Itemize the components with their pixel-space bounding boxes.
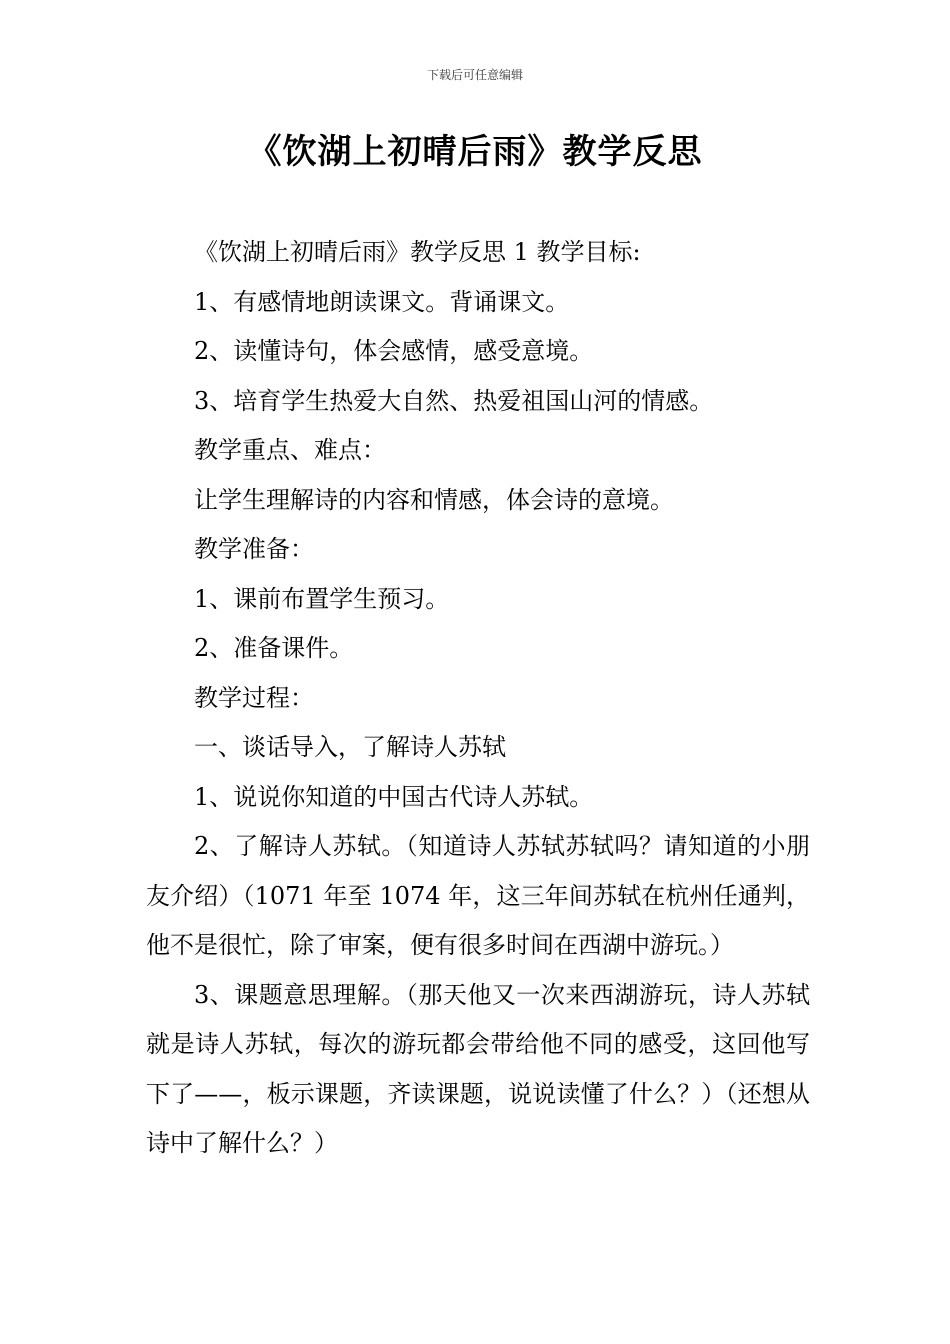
paragraph: 一、谈话导入，了解诗人苏轼: [194, 733, 506, 761]
header-note: 下载后可任意编辑: [426, 68, 523, 82]
paragraph: 3、培育学生热爱大自然、热爱祖国山河的情感。: [194, 386, 714, 415]
paragraph: 1、有感情地朗读课文。背诵课文。: [194, 287, 570, 316]
paragraph: 3、课题意思理解。（那天他又一次来西湖游玩，诗人苏轼就是诗人苏轼，每次的游玩都会带给他不同的感受，这回他写下了——，板示课题，齐读课题，说说读懂了什么？）（还想从诗中了解什么？）: [146, 980, 810, 1157]
paragraph: 2、准备课件。: [194, 634, 354, 662]
paragraph: 教学过程：: [194, 683, 314, 712]
document-title: 《饮湖上初晴后雨》教学反思: [247, 132, 703, 172]
paragraph: 1、课前布置学生预习。: [194, 584, 450, 613]
paragraph: 2、读懂诗句，体会感情，感受意境。: [194, 337, 594, 365]
paragraph: 教学准备：: [194, 535, 314, 563]
paragraph: 教学重点、难点：: [194, 436, 386, 464]
document-body: [146, 228, 810, 1169]
paragraph: 2、了解诗人苏轼。（知道诗人苏轼苏轼吗？请知道的小朋友介绍）（1071 年至 1074 年，这三年间苏轼在杭州任通判，他不是很忙，除了审案，便有很多时间在西湖中游玩。）: [146, 832, 810, 959]
paragraph: 让学生理解诗的内容和情感，体会诗的意境。: [194, 485, 674, 514]
paragraph: 1、说说你知道的中国古代诗人苏轼。: [194, 782, 594, 811]
paragraph: 《饮湖上初晴后雨》教学反思 1 教学目标:: [194, 238, 641, 266]
